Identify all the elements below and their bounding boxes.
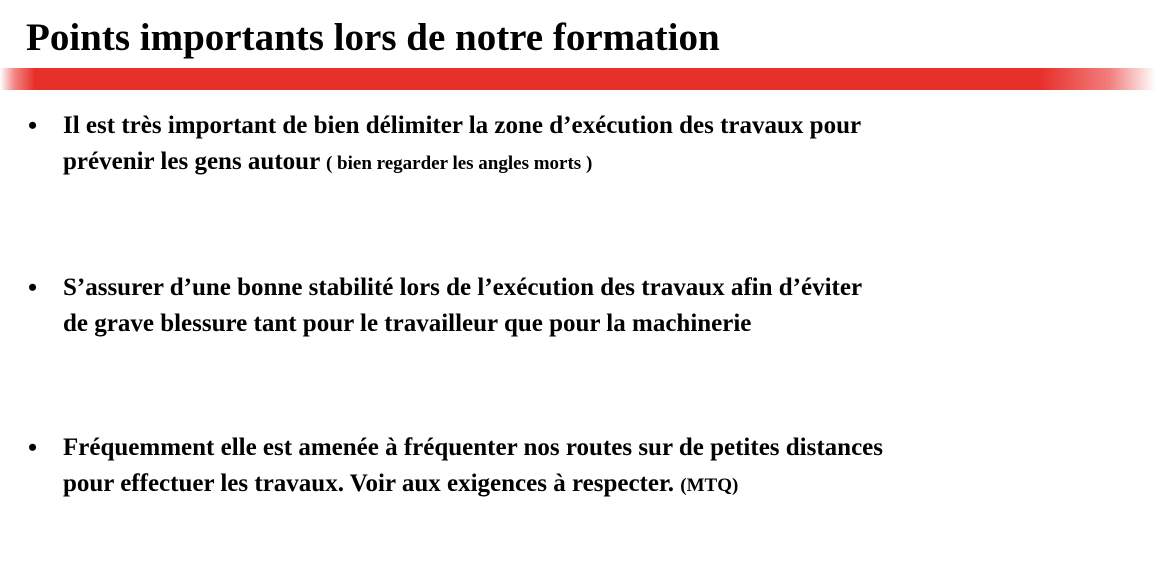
bullet-line-2: de grave blessure tant pour le travailleur que pour la machinerie	[63, 310, 752, 337]
bullet-line-1: S’assurer d’une bonne stabilité lors de l’exécution des travaux afin d’éviter	[63, 274, 863, 301]
slide-title: Points importants lors de notre formation	[26, 16, 720, 59]
title-underline-bar	[0, 68, 1156, 90]
bullet-line-2: pour effectuer les travaux. Voir aux exigences à respecter.	[63, 470, 675, 497]
bullet-text	[63, 270, 1123, 342]
bullet-line-2: prévenir les gens autour	[63, 148, 320, 175]
bullet-text	[63, 108, 1123, 182]
bullet-line-1: Il est très important de bien délimiter la zone d’exécution des travaux pour	[63, 112, 862, 139]
bullet-note: (MTQ)	[680, 475, 739, 496]
bullet-marker: •	[28, 433, 38, 462]
bullet-text	[63, 430, 1123, 504]
bullet-line-1: Fréquemment elle est amenée à fréquenter nos routes sur de petites distances	[63, 434, 883, 461]
bullet-marker: •	[28, 111, 38, 140]
bullet-note: ( bien regarder les angles morts )	[325, 153, 593, 174]
bullet-marker: •	[28, 273, 38, 302]
